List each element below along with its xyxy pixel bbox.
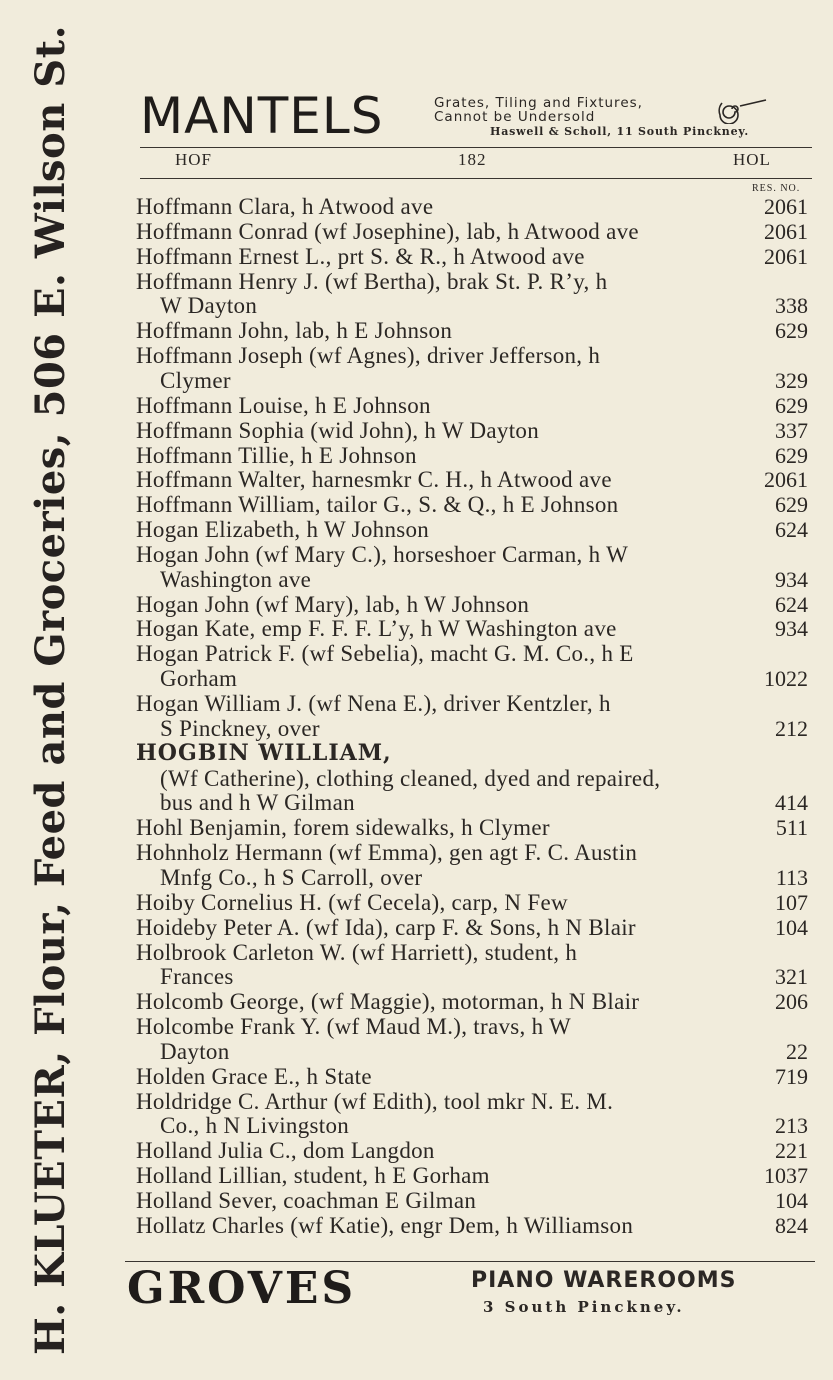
header-top-rule (140, 147, 812, 148)
entry-text: Hoiby Cornelius H. (wf Cecela), carp, N Few (136, 889, 568, 915)
entry-text: Holland Sever, coachman E Gilman (136, 1188, 477, 1213)
entry-row (0, 592, 833, 617)
entry-text: Hogan Elizabeth, h W Johnson (136, 517, 430, 543)
top-ad-line-2: Cannot be Undersold (434, 109, 596, 125)
entry-row (0, 542, 833, 567)
entry-row (0, 790, 833, 815)
entry-text: Hoffmann Ernest L., prt S. & R., h Atwood ave (136, 243, 585, 269)
entry-res-number: 624 (775, 591, 808, 617)
entry-res-number: 629 (775, 318, 808, 344)
entry-res-number: 2061 (764, 194, 808, 219)
entry-text: Washington ave (160, 566, 312, 592)
entry-row (0, 691, 833, 716)
groves-brand: GROVES (127, 1263, 357, 1314)
entry-text: Holland Julia C., dom Langdon (136, 1138, 435, 1164)
entry-row (0, 517, 833, 542)
entry-row (0, 368, 833, 393)
entry-text: S Pinckney, over (160, 715, 320, 741)
entry-row (0, 1089, 833, 1114)
entry-res-number: 113 (775, 864, 808, 890)
entry-res-number: 22 (786, 1038, 808, 1064)
entry-res-number: 212 (775, 715, 808, 741)
entry-row (0, 890, 833, 915)
entry-res-number: 629 (775, 492, 808, 518)
mantels-title: MANTELS (140, 87, 384, 145)
entry-text: Hogan Kate, emp F. F. F. L’y, h W Washington ave (136, 616, 617, 642)
entry-row (0, 641, 833, 666)
entry-text: Hollatz Charles (wf Katie), engr Dem, h Williamson (136, 1212, 634, 1238)
entry-row (0, 1113, 833, 1138)
top-advertisement (140, 87, 820, 145)
entry-res-number: 719 (775, 1063, 808, 1089)
entry-row (0, 1213, 833, 1238)
entry-res-number: 1022 (764, 666, 808, 692)
header-bottom-rule (140, 178, 812, 179)
entry-res-number: 629 (775, 442, 808, 468)
entry-row (0, 616, 833, 641)
entry-text: Hogan William J. (wf Nena E.), driver Kentzler, h (136, 691, 611, 716)
entry-row (0, 989, 833, 1014)
entry-text: Hoffmann Conrad (wf Josephine), lab, h Atwood ave (136, 218, 639, 244)
entry-res-number: 337 (775, 417, 808, 443)
entry-res-number: 629 (775, 392, 808, 418)
entry-row (0, 318, 833, 343)
entry-row (0, 865, 833, 890)
bottom-ad-line-2: 3 South Pinckney. (483, 1298, 685, 1316)
entry-text: Hoffmann Henry J. (wf Bertha), brak St. P. R’y, h (136, 268, 608, 294)
bottom-advertisement (127, 1262, 817, 1322)
entry-text: Dayton (160, 1038, 230, 1064)
entry-row (0, 741, 833, 766)
entry-row (0, 1039, 833, 1064)
entry-text: Hoffmann Louise, h E Johnson (136, 392, 431, 418)
entry-res-number: 934 (775, 566, 808, 592)
entry-row (0, 443, 833, 468)
top-ad-address: Haswell & Scholl, 11 South Pinckney. (490, 125, 749, 138)
entry-row (0, 219, 833, 244)
entry-row (0, 393, 833, 418)
entry-res-number: 338 (775, 293, 808, 319)
entry-res-number: 206 (775, 989, 808, 1015)
entry-row (0, 418, 833, 443)
bottom-ad-line-1: PIANO WAREROOMS (471, 1268, 737, 1293)
entry-text: Hogan Patrick F. (wf Sebelia), macht G. M. Co., h E (136, 641, 634, 667)
entry-row (0, 194, 833, 219)
entry-text: Hoffmann Clara, h Atwood ave (136, 194, 434, 219)
entry-res-number: 321 (775, 964, 808, 990)
entry-row (0, 244, 833, 269)
entry-row (0, 343, 833, 368)
entry-text: Hogan John (wf Mary C.), horseshoer Carman, h W (136, 541, 629, 567)
entry-text: Hoffmann John, lab, h E Johnson (136, 318, 453, 344)
entry-text: Holbrook Carleton W. (wf Harriett), student, h (136, 939, 578, 965)
page-number: 182 (458, 150, 487, 169)
running-header (140, 150, 812, 170)
entry-text: (Wf Catherine), clothing cleaned, dyed and repaired, (160, 765, 661, 791)
entry-row (0, 567, 833, 592)
entry-text: Holland Lillian, student, h E Gorham (136, 1163, 490, 1189)
swirl-ornament-icon (718, 94, 768, 124)
entry-text: Hoffmann Tillie, h E Johnson (136, 442, 417, 468)
top-ad-tagline (434, 96, 643, 124)
entry-res-number: 104 (775, 914, 808, 940)
entry-row (0, 492, 833, 517)
entry-text: Hohnholz Hermann (wf Emma), gen agt F. C. Austin (136, 840, 638, 866)
entry-text: Hoffmann Walter, harnesmkr C. H., h Atwood ave (136, 467, 612, 493)
entry-row (0, 964, 833, 989)
entry-text: W Dayton (160, 293, 258, 319)
entry-text: Holcomb George, (wf Maggie), motorman, h N Blair (136, 989, 640, 1015)
entry-text: Holden Grace E., h State (136, 1063, 372, 1089)
entry-res-number: 2061 (764, 467, 808, 493)
entry-row (0, 666, 833, 691)
entry-row (0, 766, 833, 791)
entry-text: Frances (160, 964, 234, 990)
header-right-guide: HOL (733, 150, 771, 169)
entry-text: Co., h N Livingston (160, 1113, 350, 1139)
entry-row (0, 940, 833, 965)
entry-row (0, 1014, 833, 1039)
entry-res-number: 414 (775, 790, 808, 816)
entry-res-number: 104 (775, 1188, 808, 1213)
entry-text: Hoffmann Joseph (wf Agnes), driver Jefferson, h (136, 343, 601, 369)
side-ad-text: H. KLUETER, Flour, Feed and Groceries, 506 E. Wilson St. (26, 24, 74, 1355)
entry-row (0, 840, 833, 865)
entry-text: Gorham (160, 666, 238, 692)
entry-res-number: 221 (775, 1138, 808, 1164)
entry-res-number: 824 (775, 1212, 808, 1238)
entry-res-number: 107 (775, 889, 808, 915)
entry-res-number: 2061 (764, 243, 808, 269)
entry-row (0, 815, 833, 840)
entry-res-number: 511 (775, 815, 808, 841)
entry-row (0, 716, 833, 741)
entry-row (0, 1188, 833, 1213)
entry-row (0, 293, 833, 318)
entry-res-number: 2061 (764, 218, 808, 244)
entry-text: Hoffmann William, tailor G., S. & Q., h E Johnson (136, 492, 619, 518)
entry-res-number: 329 (775, 367, 808, 393)
entry-row (0, 269, 833, 294)
entry-res-number: 213 (775, 1113, 808, 1139)
entry-text: Hogan John (wf Mary), lab, h W Johnson (136, 591, 530, 617)
top-ad-line-1: Grates, Tiling and Fixtures, (434, 95, 643, 111)
entry-text: Mnfg Co., h S Carroll, over (160, 864, 423, 890)
entry-res-number: 624 (775, 517, 808, 543)
entry-text: bus and h W Gilman (160, 790, 355, 816)
entry-text: Hoideby Peter A. (wf Ida), carp F. & Sons, h N Blair (136, 914, 636, 940)
entry-res-number: 934 (775, 616, 808, 642)
entry-text: Holdridge C. Arthur (wf Edith), tool mkr N. E. M. (136, 1088, 614, 1114)
entry-text: Hohl Benjamin, forem sidewalks, h Clymer (136, 815, 550, 841)
entry-row (0, 467, 833, 492)
entry-row (0, 1064, 833, 1089)
entry-row (0, 1138, 833, 1163)
entry-bold-name: HOGBIN WILLIAM, (136, 739, 392, 766)
entry-text: Hoffmann Sophia (wid John), h W Dayton (136, 417, 540, 443)
entry-row (0, 915, 833, 940)
header-left-guide: HOF (175, 150, 213, 169)
entry-text: Holcombe Frank Y. (wf Maud M.), travs, h W (136, 1014, 572, 1040)
entry-text: Clymer (160, 367, 231, 393)
entry-res-number: 1037 (764, 1163, 808, 1189)
entry-row (0, 1163, 833, 1188)
res-no-label: RES. NO. (752, 183, 801, 194)
